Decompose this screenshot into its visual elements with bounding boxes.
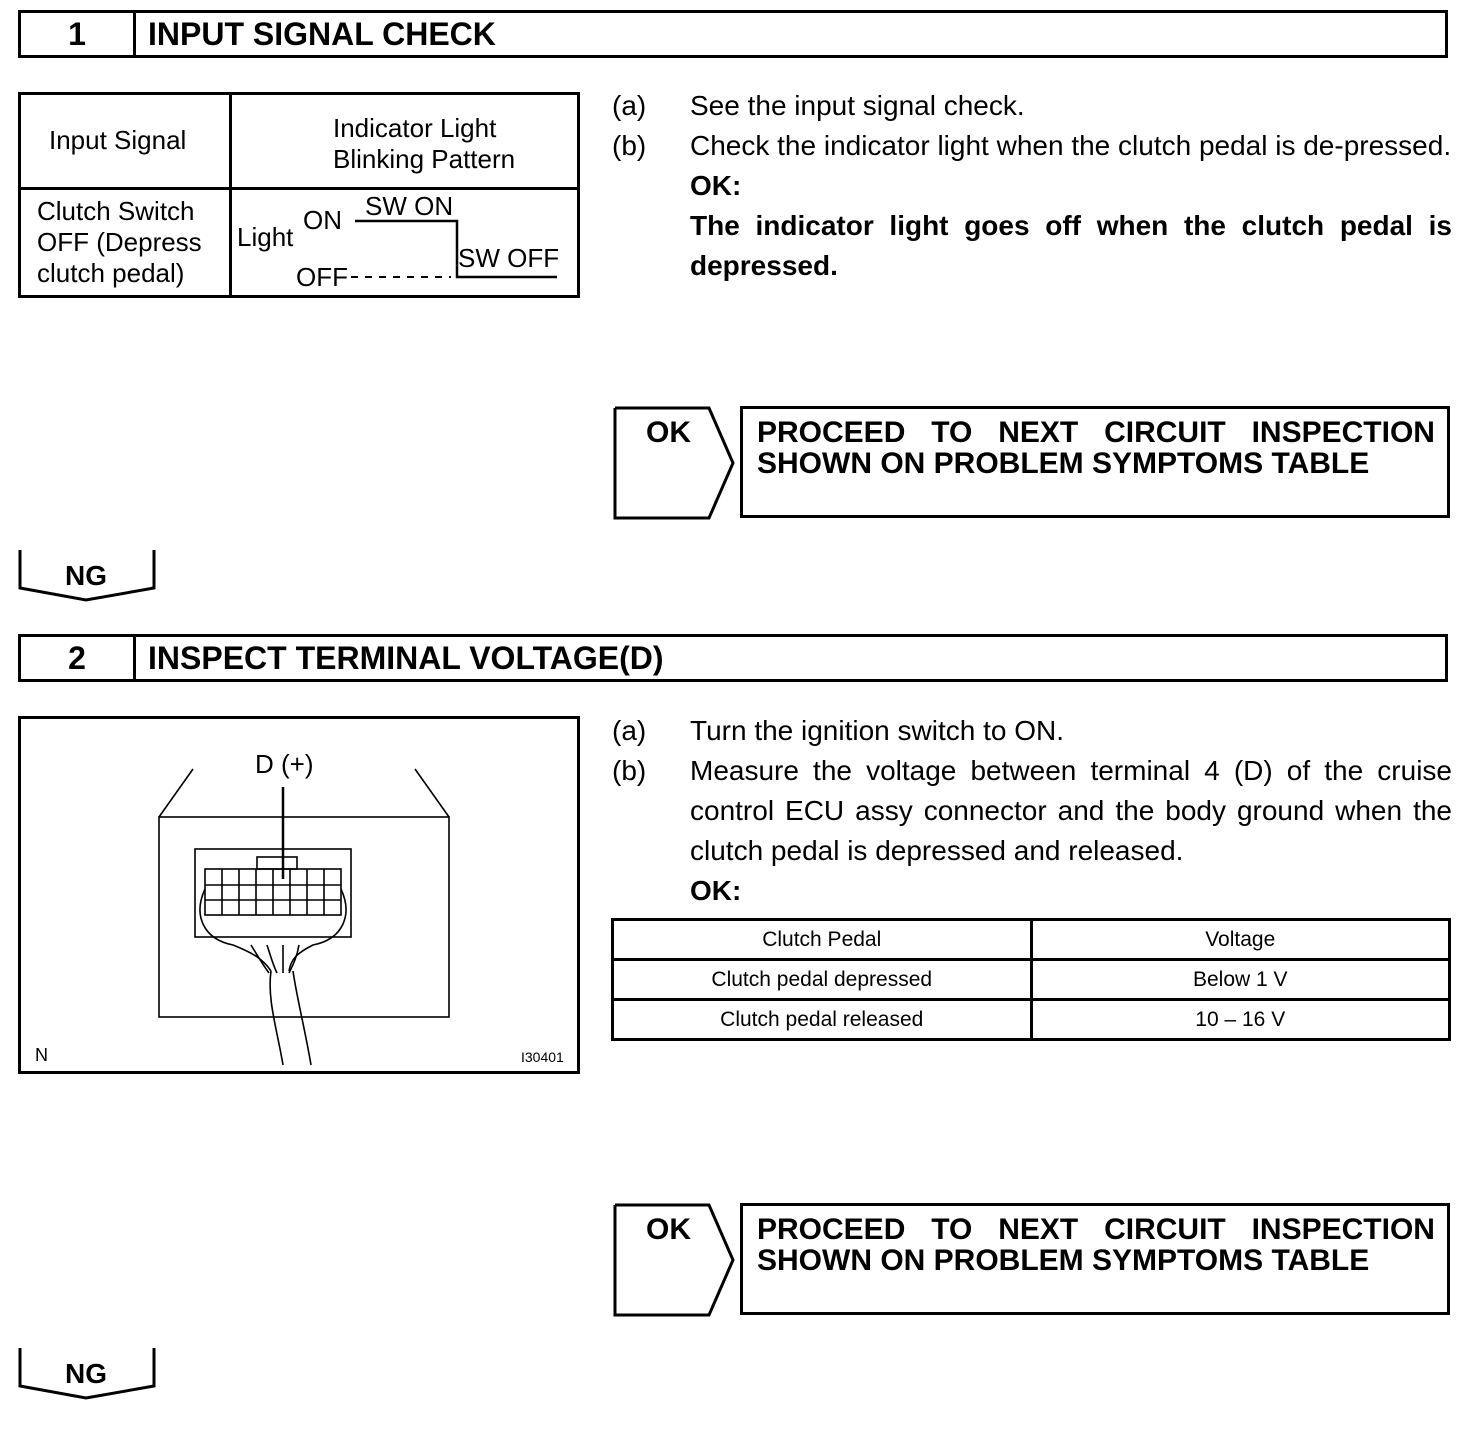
instruction-label: (b) xyxy=(612,755,647,786)
ng-label: NG xyxy=(65,560,107,591)
ok-word: TO xyxy=(931,416,973,449)
instruction-text: Measure the voltage between terminal 4 (D) of the cruise control ECU assy connector and the body ground when the clutch pedal is depressed and released. xyxy=(690,755,1452,866)
step-number: 1 xyxy=(21,13,136,55)
ok-arrow-label: OK xyxy=(646,1213,691,1246)
ok-result-line-2: SHOWN ON PROBLEM SYMPTOMS TABLE xyxy=(757,447,1370,480)
row-input-line-2: OFF (Depress xyxy=(37,227,202,257)
ok-arrow-label: OK xyxy=(646,416,691,449)
input-signal-table xyxy=(18,92,580,298)
ok-result-line-2: SHOWN ON PROBLEM SYMPTOMS TABLE xyxy=(757,1244,1370,1277)
diagram-light-label: Light xyxy=(237,222,294,252)
ok-label: OK: xyxy=(690,875,742,906)
instruction-label: (a) xyxy=(612,90,647,121)
ok-word: CIRCUIT xyxy=(1104,416,1226,449)
ok-result-box xyxy=(740,406,1450,518)
header-blinking-pattern: Blinking Pattern xyxy=(333,144,516,174)
instruction-b xyxy=(612,126,1452,166)
step-1-instructions xyxy=(612,86,1452,286)
header-indicator-light: Indicator Light xyxy=(333,113,497,143)
table-cell: Below 1 V xyxy=(1031,960,1450,1000)
table-row xyxy=(613,960,1450,1000)
instruction-label: (a) xyxy=(612,715,647,746)
instruction-text: Turn the ignition switch to ON. xyxy=(690,715,1065,746)
table-cell: 10 – 16 V xyxy=(1031,1000,1450,1040)
diagram-sw-on-label: SW ON xyxy=(365,191,454,221)
step-1-header xyxy=(18,10,1448,58)
ok-word: CIRCUIT xyxy=(1104,1213,1226,1246)
row-input-line-3: clutch pedal) xyxy=(37,258,185,288)
step-number: 2 xyxy=(21,637,136,679)
terminal-d-label: D (+) xyxy=(255,749,314,779)
diagram-sw-off-label: SW OFF xyxy=(458,243,560,273)
row-input-line-1: Clutch Switch xyxy=(37,196,195,226)
instruction-text: Check the indicator light when the clutch pedal is de-pressed. xyxy=(690,130,1452,161)
diagram-off-label: OFF xyxy=(296,262,348,292)
header-clutch-pedal: Clutch Pedal xyxy=(613,920,1032,960)
ok-word: TO xyxy=(931,1213,973,1246)
step-2-instructions xyxy=(612,711,1452,911)
header-voltage: Voltage xyxy=(1031,920,1450,960)
voltage-table xyxy=(611,918,1451,1041)
table-row xyxy=(613,1000,1450,1040)
diagram-on-label: ON xyxy=(303,205,342,235)
header-input-signal: Input Signal xyxy=(49,125,187,155)
ok-word: NEXT xyxy=(998,1213,1079,1246)
instruction-label: (b) xyxy=(612,130,647,161)
step-title: INSPECT TERMINAL VOLTAGE(D) xyxy=(148,639,664,676)
ok-word: INSPECTION xyxy=(1251,416,1435,449)
table-header-row xyxy=(613,920,1450,960)
ok-word: NEXT xyxy=(998,416,1079,449)
ok-result-box xyxy=(740,1203,1450,1315)
figure-corner-n: N xyxy=(35,1045,48,1065)
step-2-header xyxy=(18,634,1448,682)
step-title: INPUT SIGNAL CHECK xyxy=(148,15,496,52)
ok-criteria: The indicator light goes off when the clutch pedal is depressed. xyxy=(690,210,1452,281)
instruction-b xyxy=(612,751,1452,871)
ng-label: NG xyxy=(65,1358,107,1389)
instruction-text: See the input signal check. xyxy=(690,90,1025,121)
connector-figure xyxy=(18,716,580,1074)
table-cell: Clutch pedal depressed xyxy=(613,960,1032,1000)
ok-word: PROCEED xyxy=(757,416,906,449)
instruction-a xyxy=(612,711,1452,751)
blinking-pattern-waveform xyxy=(21,95,577,295)
figure-id: I30401 xyxy=(521,1049,564,1065)
ok-label: OK: xyxy=(690,170,742,201)
instruction-a xyxy=(612,86,1452,126)
ok-word: PROCEED xyxy=(757,1213,906,1246)
ok-word: INSPECTION xyxy=(1251,1213,1435,1246)
table-cell: Clutch pedal released xyxy=(613,1000,1032,1040)
